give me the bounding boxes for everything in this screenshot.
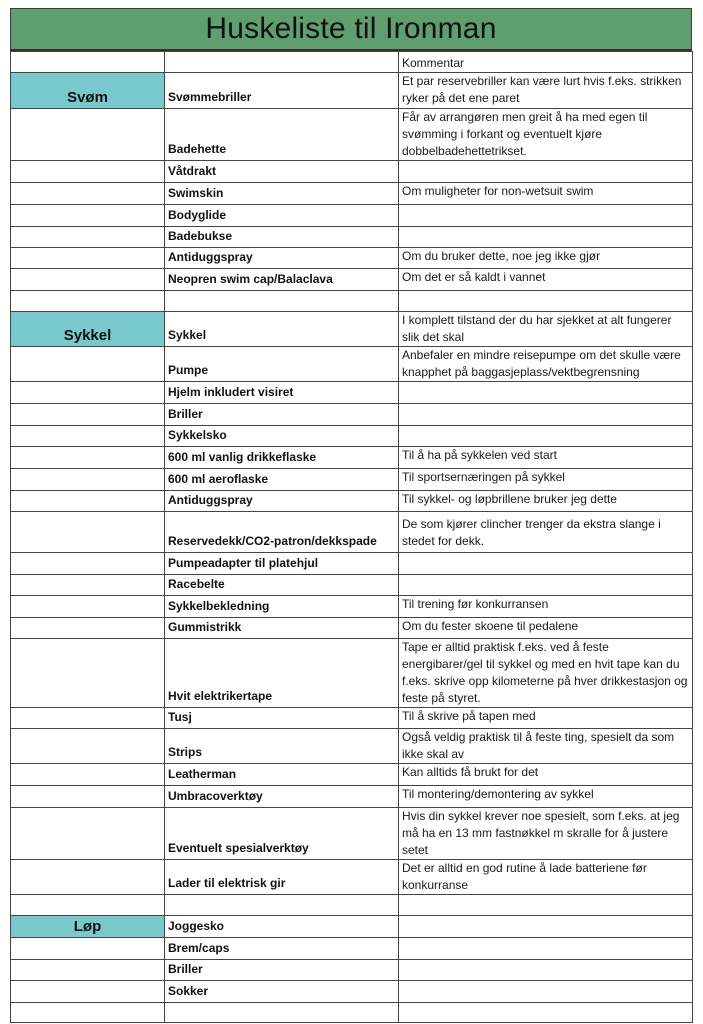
category-cell [11,426,165,447]
table-row [11,382,693,404]
page-title: Huskeliste til Ironman [10,8,692,51]
category-label: Løp [11,916,165,938]
item-name: Lader til elektrisk gir [165,860,399,895]
item-name: 600 ml vanlig drikkeflaske [165,447,399,469]
table-row [11,895,693,916]
item-comment: Til montering/demontering av sykkel [399,786,693,808]
item-name: 600 ml aeroflaske [165,469,399,491]
item-name [165,291,399,312]
item-name: Pumpe [165,347,399,382]
checklist-table [10,51,693,1023]
item-comment: Tape er alltid praktisk f.eks. ved å feste energibarer/gel til sykkel og med en hvit tape kan du f.eks. skrive opp kilometerne på hver drikkestasjon og feste på styret. [399,639,693,708]
item-name: Strips [165,729,399,764]
category-cell [11,786,165,808]
item-name: Sokker [165,981,399,1003]
category-cell [11,596,165,618]
item-comment [399,161,693,183]
item-comment: Om du fester skoene til pedalene [399,618,693,639]
table-row [11,596,693,618]
category-cell [11,1003,165,1023]
table-row [11,227,693,248]
category-cell [11,860,165,895]
item-name: Pumpeadapter til platehjul [165,553,399,575]
table-row [11,491,693,512]
category-cell [11,575,165,596]
category-cell [11,291,165,312]
item-name: Svømmebriller [165,73,399,109]
item-name: Swimskin [165,183,399,205]
item-name: Antiduggspray [165,491,399,512]
item-name: Briller [165,960,399,981]
category-cell [11,708,165,729]
table-row [11,764,693,786]
table-row [11,808,693,860]
category-cell [11,248,165,269]
table-row [11,269,693,291]
table-row [11,312,693,347]
item-comment: Om du bruker dette, noe jeg ikke gjør [399,248,693,269]
table-row [11,469,693,491]
table-row [11,860,693,895]
header-item [165,52,399,73]
item-name: Umbracoverktøy [165,786,399,808]
item-name: Racebelte [165,575,399,596]
item-comment [399,916,693,938]
category-cell [11,269,165,291]
item-name: Våtdrakt [165,161,399,183]
item-comment [399,404,693,426]
item-name: Joggesko [165,916,399,938]
table-row [11,786,693,808]
item-name: Badehette [165,109,399,161]
item-name: Sykkelbekledning [165,596,399,618]
table-row [11,960,693,981]
table-row [11,575,693,596]
header-category [11,52,165,73]
item-name: Tusj [165,708,399,729]
item-comment [399,382,693,404]
table-row [11,248,693,269]
item-name: Sykkelsko [165,426,399,447]
item-comment [399,291,693,312]
category-label: Sykkel [11,312,165,347]
table-row [11,447,693,469]
table-row [11,404,693,426]
item-comment: Kan alltids få brukt for det [399,764,693,786]
checklist-sheet [10,8,692,1023]
item-comment: Det er alltid en god rutine å lade batteriene før konkurranse [399,860,693,895]
header-comment: Kommentar [399,52,693,73]
item-comment: Til sykkel- og løpbrillene bruker jeg dette [399,491,693,512]
category-cell [11,618,165,639]
table-row [11,1003,693,1023]
item-comment [399,227,693,248]
item-comment [399,895,693,916]
category-cell [11,183,165,205]
item-comment [399,938,693,960]
item-comment: Får av arrangøren men greit å ha med egen til svømming i forkant og eventuelt kjøre dobbelbadehettetrikset. [399,109,693,161]
item-name: Eventuelt spesialverktøy [165,808,399,860]
table-row [11,729,693,764]
item-name: Brem/caps [165,938,399,960]
category-cell [11,161,165,183]
table-row [11,291,693,312]
item-name: Antiduggspray [165,248,399,269]
table-row [11,205,693,227]
item-name: Gummistrikk [165,618,399,639]
category-cell [11,553,165,575]
category-cell [11,729,165,764]
category-cell [11,469,165,491]
item-name: Hvit elektrikertape [165,639,399,708]
category-cell [11,227,165,248]
table-row [11,639,693,708]
item-comment: Om muligheter for non-wetsuit swim [399,183,693,205]
category-cell [11,981,165,1003]
item-comment [399,960,693,981]
item-comment: Også veldig praktisk til å feste ting, spesielt da som ikke skal av [399,729,693,764]
item-comment [399,426,693,447]
item-name: Leatherman [165,764,399,786]
item-name: Hjelm inkludert visiret [165,382,399,404]
item-comment: Anbefaler en mindre reisepumpe om det skulle være knapphet på baggasjeplass/vektbegrensning [399,347,693,382]
table-row [11,109,693,161]
category-label: Svøm [11,73,165,109]
item-comment: Til å skrive på tapen med [399,708,693,729]
category-cell [11,808,165,860]
table-row [11,161,693,183]
table-row [11,938,693,960]
category-cell [11,447,165,469]
item-comment [399,553,693,575]
item-comment: De som kjører clincher trenger da ekstra slange i stedet for dekk. [399,512,693,553]
item-name: Badebukse [165,227,399,248]
item-comment: Et par reservebriller kan være lurt hvis f.eks. strikken ryker på det ene paret [399,73,693,109]
table-row [11,512,693,553]
table-row [11,73,693,109]
item-name: Briller [165,404,399,426]
table-row [11,553,693,575]
item-comment: Om det er så kaldt i vannet [399,269,693,291]
item-comment: Til trening før konkurransen [399,596,693,618]
table-row [11,618,693,639]
item-name: Reservedekk/CO2-patron/dekkspade [165,512,399,553]
table-row [11,981,693,1003]
table-row [11,916,693,938]
category-cell [11,895,165,916]
item-comment [399,205,693,227]
category-cell [11,205,165,227]
table-row [11,183,693,205]
category-cell [11,938,165,960]
item-comment [399,1003,693,1023]
item-comment [399,575,693,596]
item-comment: Til å ha på sykkelen ved start [399,447,693,469]
category-cell [11,109,165,161]
table-row [11,708,693,729]
item-name: Sykkel [165,312,399,347]
category-cell [11,639,165,708]
item-comment: Til sportsernæringen på sykkel [399,469,693,491]
category-cell [11,960,165,981]
item-comment [399,981,693,1003]
header-row [11,52,693,73]
item-comment: Hvis din sykkel krever noe spesielt, som f.eks. at jeg må ha en 13 mm fastnøkkel m skralle for å justere setet [399,808,693,860]
category-cell [11,764,165,786]
item-comment: I komplett tilstand der du har sjekket at alt fungerer slik det skal [399,312,693,347]
item-name [165,895,399,916]
table-row [11,426,693,447]
item-name [165,1003,399,1023]
category-cell [11,512,165,553]
category-cell [11,347,165,382]
category-cell [11,404,165,426]
item-name: Bodyglide [165,205,399,227]
category-cell [11,382,165,404]
table-row [11,347,693,382]
item-name: Neopren swim cap/Balaclava [165,269,399,291]
category-cell [11,491,165,512]
